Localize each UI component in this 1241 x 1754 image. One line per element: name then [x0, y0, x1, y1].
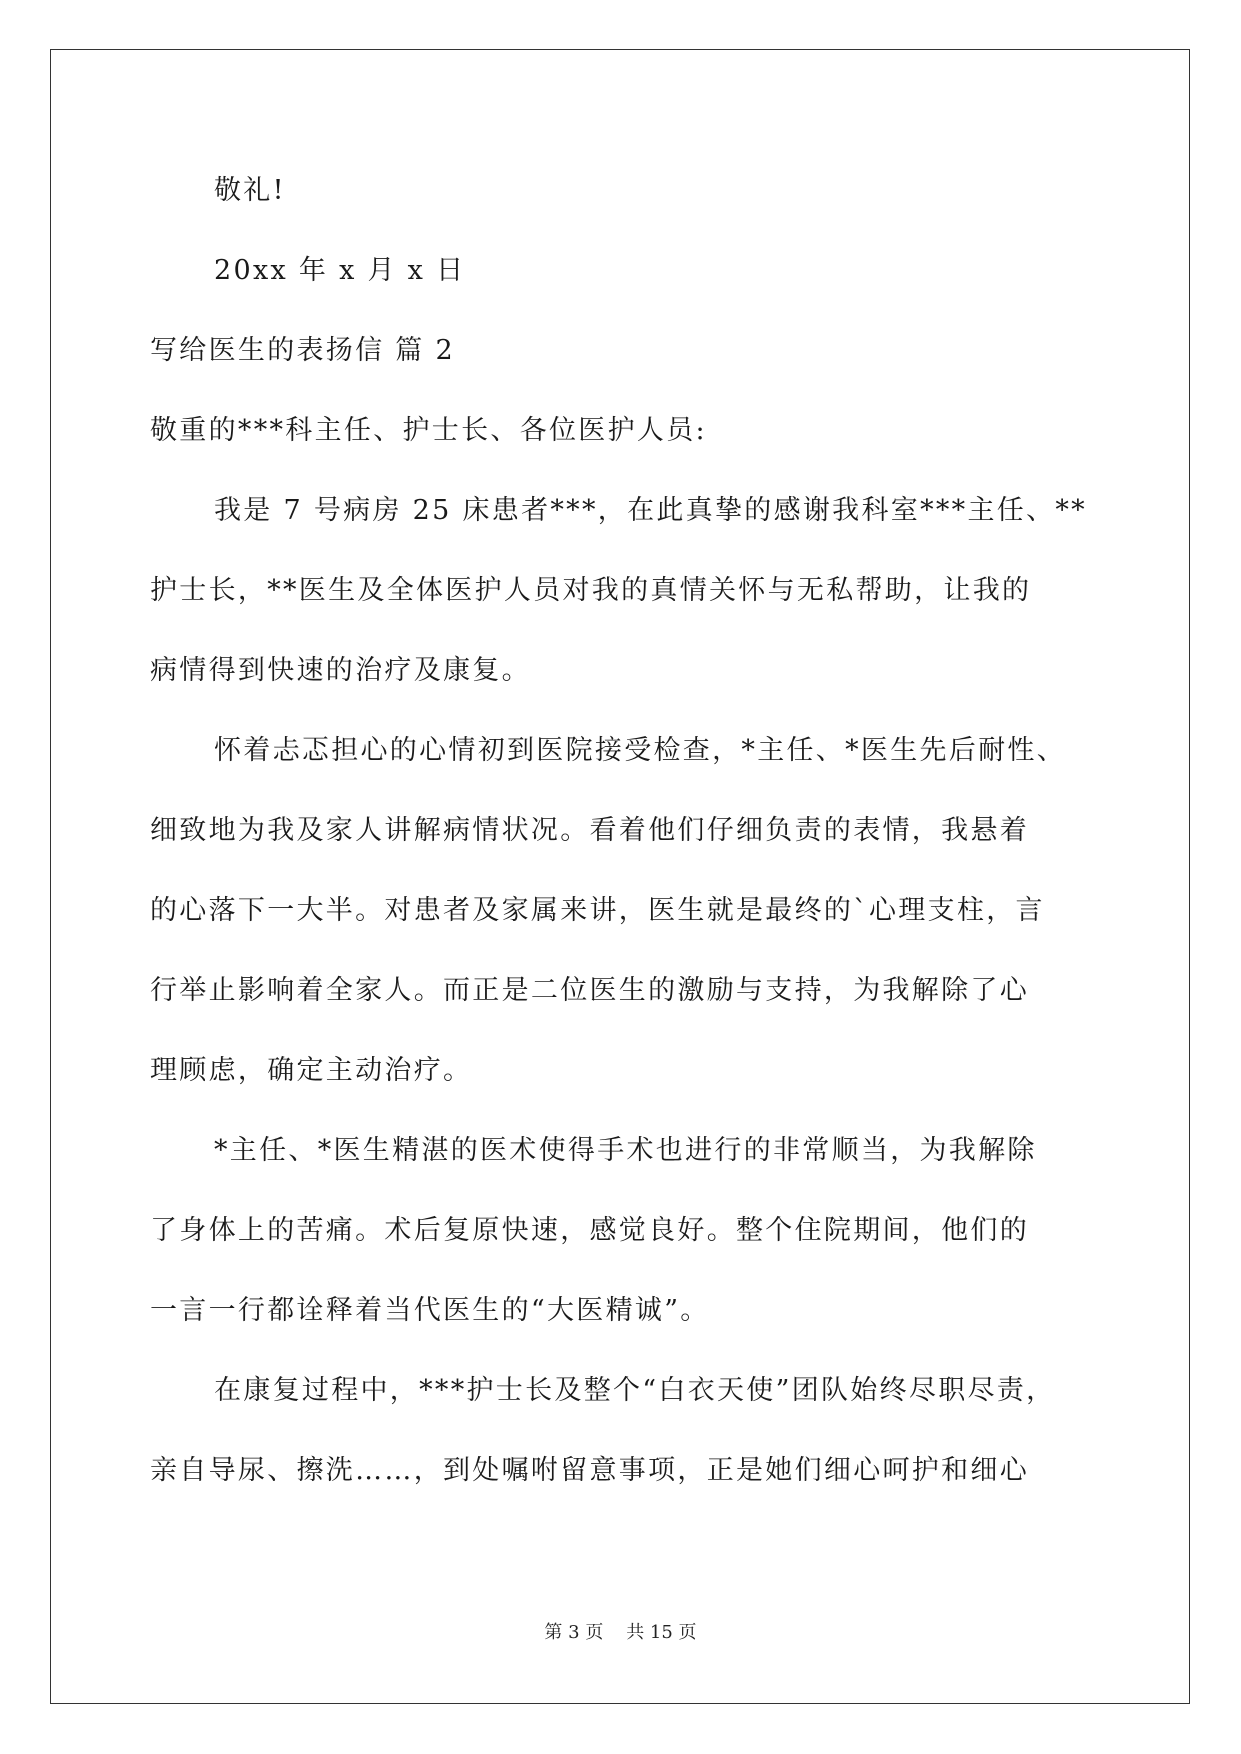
section-title: 写给医生的表扬信 篇 2 — [150, 335, 455, 366]
salutation-line: 敬重的***科主任、护士长、各位医护人员: — [150, 415, 707, 446]
body-line: 我是 7 号病房 25 床患者***，在此真挚的感谢我科室***主任、** — [214, 495, 1087, 526]
body-line: 理顾虑，确定主动治疗。 — [150, 1055, 473, 1086]
body-line: 在康复过程中，***护士长及整个“白衣天使”团队始终尽职尽责， — [214, 1375, 1056, 1406]
body-line: 的心落下一大半。对患者及家属来讲，医生就是最终的`心理支柱，言 — [150, 895, 1045, 926]
body-line: 细致地为我及家人讲解病情状况。看着他们仔细负责的表情，我悬着 — [150, 815, 1029, 846]
body-line: 行举止影响着全家人。而正是二位医生的激励与支持，为我解除了心 — [150, 975, 1029, 1006]
closing-line: 敬礼! — [214, 175, 286, 206]
body-line: *主任、*医生精湛的医术使得手术也进行的非常顺当，为我解除 — [214, 1135, 1037, 1166]
body-line: 护士长，**医生及全体医护人员对我的真情关怀与无私帮助，让我的 — [150, 575, 1032, 606]
body-line: 怀着忐忑担心的心情初到医院接受检查，*主任、*医生先后耐性、 — [214, 735, 1066, 766]
body-line: 一言一行都诠释着当代医生的“大医精诚”。 — [150, 1295, 710, 1326]
body-line: 了身体上的苦痛。术后复原快速，感觉良好。整个住院期间，他们的 — [150, 1215, 1029, 1246]
body-line: 病情得到快速的治疗及康复。 — [150, 655, 531, 686]
body-line: 亲自导尿、擦洗……，到处嘱咐留意事项，正是她们细心呵护和细心 — [150, 1455, 1029, 1486]
date-line: 20xx 年 x 月 x 日 — [214, 255, 466, 286]
page-number-footer: 第 3 页 共 15 页 — [544, 1622, 697, 1643]
